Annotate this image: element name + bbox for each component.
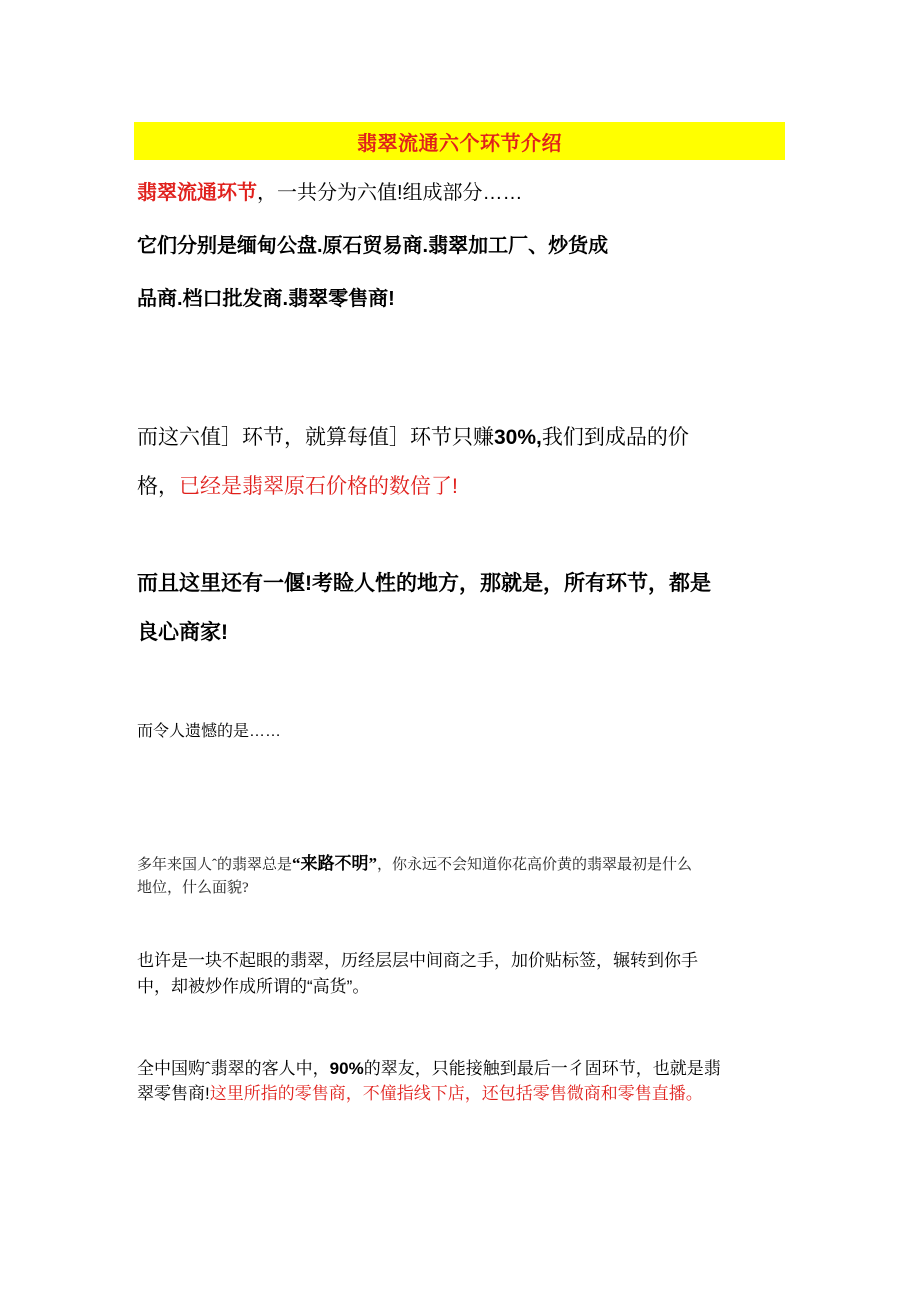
- para6-line-1: 也许是一块不起眼的翡翠，历经层层中间商之手，加价贴标签，辗转到你手: [137, 951, 698, 970]
- para5-line-2: 地位，什么面貌?: [137, 880, 249, 896]
- intro-line-1: [137, 176, 787, 205]
- para2-line-1-pre: 而这六值］环节，就算每值］环节只赚: [137, 426, 494, 449]
- para2-line-2: [137, 470, 787, 500]
- para7-line-1-pre: 全中国购ˆ翡翠的客人中，: [137, 1059, 330, 1078]
- para2-line-1-post: 我们到成品的价: [541, 426, 689, 449]
- para7-line-2: [137, 1079, 787, 1104]
- para6-line-2: 中，却被炒作成所谓的“高货”。: [137, 977, 370, 996]
- intro-line-1-text: ，一共分为六值!组成部分……: [257, 182, 523, 204]
- para7-highlight: 这里所指的零售商，不僮指线下店，还包括零售微商和零售直播。: [209, 1084, 703, 1103]
- para2-line-2-pre: 格，: [137, 475, 179, 498]
- para2-line-1: [137, 421, 787, 451]
- para7-percent: 90%: [329, 1059, 364, 1078]
- para5-line-1-pre: 多年来国人ˆ的翡翠总是: [137, 857, 292, 873]
- para5-quote: “来路不明”: [292, 854, 377, 873]
- para3-line-2: 良心商家!: [137, 621, 228, 644]
- para5-line-1-post: ，你永远不会知道你花高价黄的翡翠最初是什么: [377, 857, 693, 873]
- para4-line-1: 而令人遗憾的是……: [137, 723, 282, 740]
- title-banner: [134, 122, 785, 160]
- intro-line-2: 它们分别是缅甸公盘.原石贸易商.翡翠加工厂、炒货成: [137, 235, 609, 257]
- para5-line-1: [137, 849, 787, 874]
- para2-percent: 30%,: [494, 426, 542, 449]
- para2-highlight: 已经是翡翠原石价格的数倍了!: [179, 475, 458, 498]
- para7-line-1-post: 的翠友，只能接触到最后一彳固环节，也就是翡: [363, 1059, 721, 1078]
- intro-line-3: 品商.档口批发商.翡翠零售商!: [137, 288, 395, 310]
- page-title: 翡翠流通六个环节介绍: [357, 132, 562, 155]
- para7-line-1: [137, 1054, 787, 1079]
- para3-line-1: 而且这里还有一偃!考睑人性的地方，那就是，所有环节，都是: [137, 572, 711, 595]
- intro-highlight: 翡翠流通环节: [137, 182, 257, 204]
- para7-line-2-pre: 翠零售商!: [137, 1084, 210, 1103]
